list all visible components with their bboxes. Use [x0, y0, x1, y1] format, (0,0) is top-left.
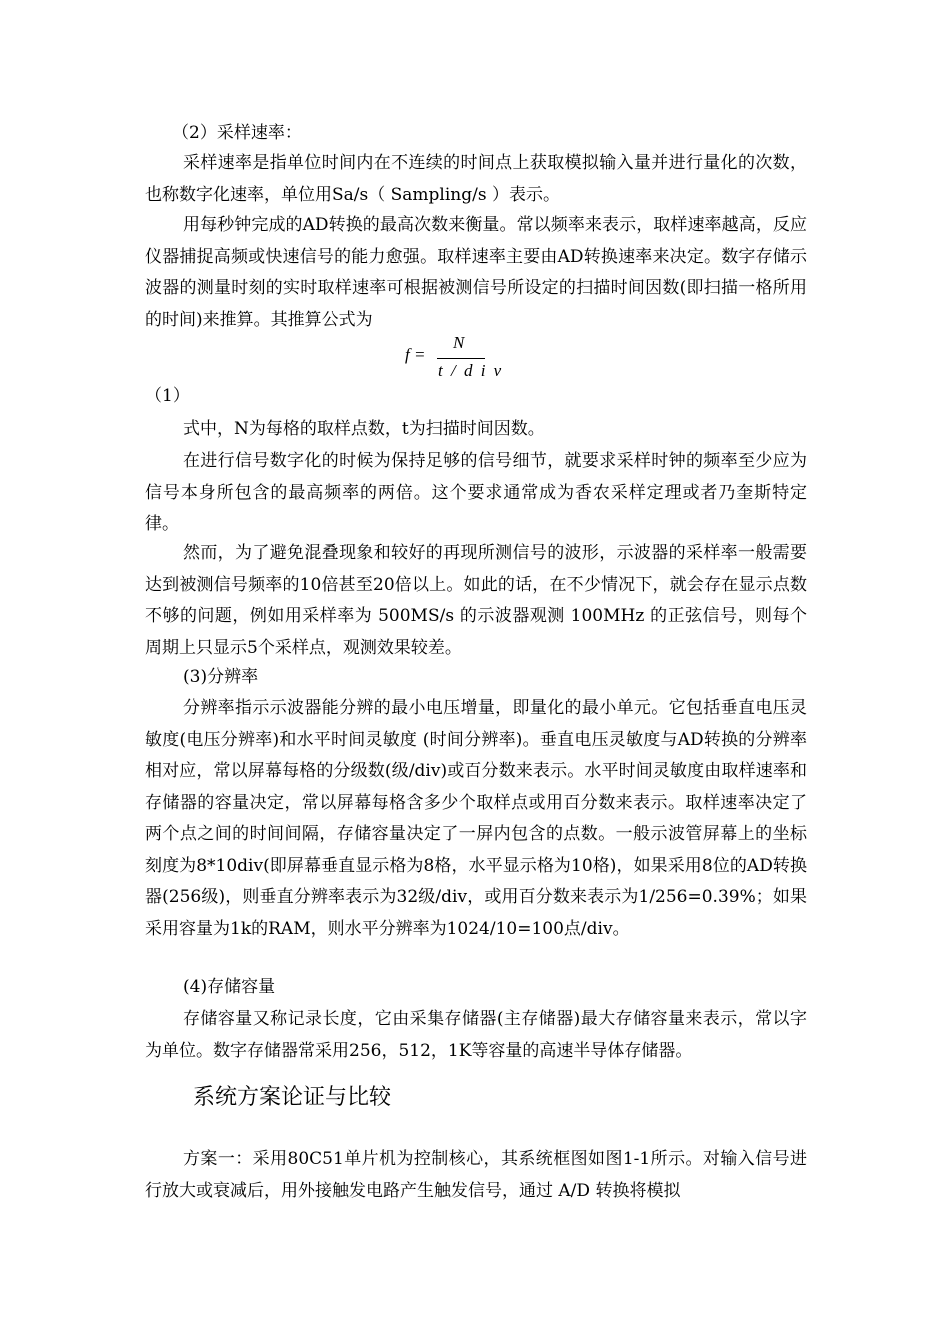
paragraph-storage: 存储容量又称记录长度，它由采集存储器(主存储器)最大存储容量来表示，常以字为单位。数字存储器常采用256，512，1K等容量的高速半导体存储器。: [145, 1009, 807, 1061]
equation-number: （1）: [145, 386, 190, 406]
section-heading: 系统方案论证与比较: [193, 1085, 392, 1110]
paragraph-oversampling: 然而，为了避免混叠现象和较好的再现所测信号的波形，示波器的采样率一般需要达到被测信号频率的10倍甚至20倍以上。如此的话，在不少情况下，就会存在显示点数不够的问题，例如用采样率为 500MS/s 的示波器观测 100MHz 的正弦信号，则每个周期上只显示5个采样点，观测效果较差。: [145, 543, 807, 658]
formula-numerator: N: [453, 333, 465, 352]
paragraph-resolution: 分辨率指示示波器能分辨的最小电压增量，即量化的最小单元。它包括垂直电压灵敏度(电压分辨率)和水平时间灵敏度 (时间分辨率)。垂直电压灵敏度与AD转换的分辨率相对应，常以屏幕每格的分级数(级/div)或百分数来表示。水平时间灵敏度由取样速率和存储器的容量决定，常以屏幕每格含多少个取样点或用百分数来表示。取样速率决定了两个点之间的时间间隔，存储容量决定了一屏内包含的点数。一般示波管屏幕上的坐标刻度为8*10div(即屏幕垂直显示格为8格，水平显示格为10格)，如果采用8位的AD转换器(256级)，则垂直分辨率表示为32级/div，或用百分数来表示为1/256=0.39%；如果采用容量为1k的RAM，则水平分辨率为1024/10=100点/div。: [145, 698, 807, 939]
fraction-bar: [437, 358, 485, 359]
section-label-sampling-rate: （2）采样速率：: [172, 123, 302, 143]
paragraph-formula-explanation: 式中，N为每格的取样点数，t为扫描时间因数。: [183, 419, 545, 439]
formula-denominator: t / d i v: [438, 361, 504, 380]
paragraph-nyquist: 在进行信号数字化的时候为保持足够的信号细节，就要求采样时钟的频率至少应为信号本身所包含的最高频率的两倍。这个要求通常成为香农采样定理或者乃奎斯特定律。: [145, 451, 807, 534]
paragraph-sampling-rate-definition: 采样速率是指单位时间内在不连续的时间点上获取模拟输入量并进行量化的次数，也称数字化速率，单位用Sa/s（ Sampling/s ）表示。: [145, 153, 807, 205]
section-label-resolution: (3)分辨率: [183, 667, 259, 687]
sampling-rate-formula: [405, 333, 515, 383]
paragraph-sampling-rate-measure: 用每秒钟完成的AD转换的最高次数来衡量。常以频率来表示，取样速率越高，反应仪器捕捉高频或快速信号的能力愈强。取样速率主要由AD转换速率来决定。数字存储示波器的测量时刻的实时取样速率可根据被测信号所设定的扫描时间因数(即扫描一格所用的时间)来推算。其推算公式为: [145, 215, 807, 330]
paragraph-plan-one: 方案一：采用80C51单片机为控制核心，其系统框图如图1-1所示。对输入信号进行放大或衰减后，用外接触发电路产生触发信号，通过 A/D 转换将模拟: [145, 1149, 807, 1201]
formula-lhs: f =: [405, 345, 426, 364]
section-label-storage: (4)存储容量: [183, 977, 276, 997]
